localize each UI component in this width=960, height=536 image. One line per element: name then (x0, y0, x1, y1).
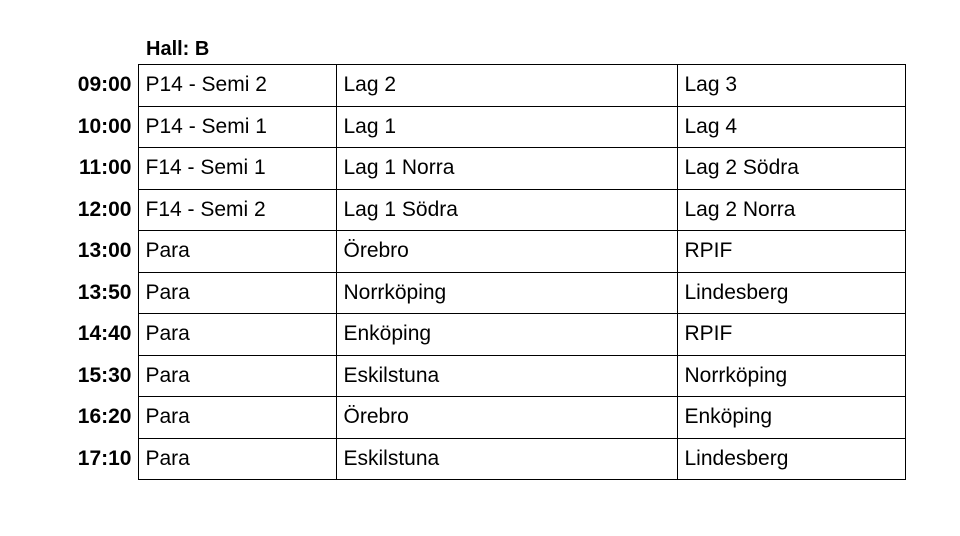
event-cell: Para (138, 397, 336, 439)
team2-cell: Lag 2 Norra (677, 189, 905, 231)
time-cell: 10:00 (77, 114, 132, 138)
table-row (72, 355, 905, 397)
event-cell: Para (138, 231, 336, 273)
hall-title: Hall: B (146, 38, 210, 60)
event-cell: F14 - Semi 2 (138, 189, 336, 231)
team2-cell: Enköping (677, 397, 905, 439)
team2-cell: RPIF (677, 314, 905, 356)
team2-cell: Norrköping (677, 355, 905, 397)
team2-cell: RPIF (677, 231, 905, 273)
event-cell: Para (138, 314, 336, 356)
team1-cell: Lag 1 (336, 106, 677, 148)
event-cell: P14 - Semi 1 (138, 106, 336, 148)
time-cell: 13:00 (77, 239, 132, 263)
time-cell: 11:00 (78, 156, 132, 180)
table-row (72, 106, 905, 148)
team1-cell: Norrköping (336, 272, 677, 314)
team2-cell: Lindesberg (677, 272, 905, 314)
schedule-table (72, 64, 906, 480)
table-row (72, 314, 905, 356)
table-row (72, 189, 905, 231)
time-cell: 17:10 (77, 446, 132, 470)
time-cell: 12:00 (77, 197, 132, 221)
event-cell: Para (138, 272, 336, 314)
team1-cell: Eskilstuna (336, 438, 677, 480)
team1-cell: Örebro (336, 397, 677, 439)
event-cell: P14 - Semi 2 (138, 65, 336, 107)
team2-cell: Lindesberg (677, 438, 905, 480)
time-cell: 09:00 (77, 73, 132, 97)
table-row (72, 231, 905, 273)
team2-cell: Lag 2 Södra (677, 148, 905, 190)
table-row (72, 65, 905, 107)
schedule-table-body (72, 65, 905, 480)
table-row (72, 272, 905, 314)
table-row (72, 438, 905, 480)
time-cell: 14:40 (77, 322, 132, 346)
time-cell: 15:30 (77, 363, 132, 387)
table-row (72, 397, 905, 439)
team1-cell: Lag 2 (336, 65, 677, 107)
team1-cell: Lag 1 Norra (336, 148, 677, 190)
time-cell: 16:20 (77, 405, 132, 429)
event-cell: Para (138, 438, 336, 480)
event-cell: F14 - Semi 1 (138, 148, 336, 190)
time-cell: 13:50 (77, 280, 132, 304)
team2-cell: Lag 3 (677, 65, 905, 107)
schedule-table-container (72, 64, 906, 480)
team2-cell: Lag 4 (677, 106, 905, 148)
team1-cell: Lag 1 Södra (336, 189, 677, 231)
team1-cell: Eskilstuna (336, 355, 677, 397)
team1-cell: Enköping (336, 314, 677, 356)
table-row (72, 148, 905, 190)
team1-cell: Örebro (336, 231, 677, 273)
event-cell: Para (138, 355, 336, 397)
